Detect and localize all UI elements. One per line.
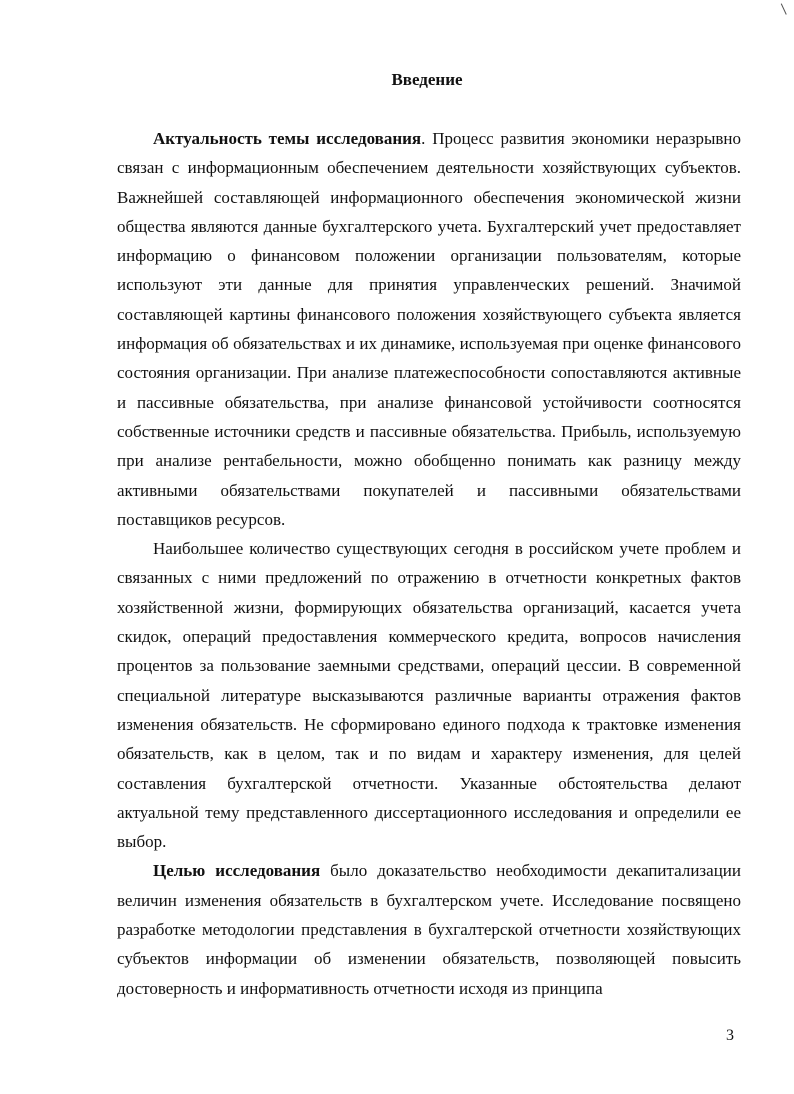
paragraph-text-problems: Наибольшее количество существующих сегодня в российском учете проблем и связанных с ними предложений по отражению в отчетности конкретных фактов хозяйственной жизни, формирующих обязательства организаций, касается учета скидок, операций предоставления коммерческого кредита, вопросов начисления процентов за пользование заемными средствами, операций цессии. В современной специальной литературе высказываются различные варианты отражения фактов изменения обязательств. Не сформировано единого подхода к трактовке изменения обязательств, как в целом, так и по видам и характеру изменения, для целей составления бухгалтерской отчетности. Указанные обстоятельства делают актуальной тему представленного диссертационного исследования и определили ее выбор. [117,539,741,852]
paragraph-text-goal: было доказательство необходимости декапитализации величин изменения обязательств в бухгалтерском учете. Исследование посвящено разработке методологии представления в бухгалтерской отчетности хозяйствующих субъектов информации об изменении обязательств, позволяющей повысить достоверность и информативность отчетности исходя из принципа [117,861,741,998]
paragraph-problems [117,534,741,856]
paragraph-lead-goal: Целью исследования [153,861,321,881]
page-title: Введение [391,70,463,89]
paragraph-goal [117,856,741,1002]
paragraph-lead-relevance: Актуальность темы исследования [153,129,422,148]
body-text [117,124,741,1003]
paragraph-relevance [117,124,741,534]
paragraph-text-relevance: . Процесс развития экономики неразрывно связан с информационным обеспечением деятельности хозяйствующих субъектов. Важнейшей составляющей информационного обеспечения экономической жизни общества являются данные бухгалтерского учета. Бухгалтерский учет предоставляет информацию о финансовом положении организации пользователям, которые используют эти данные для принятия управленческих решений. Значимой составляющей картины финансового положения хозяйствующего субъекта является информация об обязательствах и их динамике, используемая при оценке финансового состояния организации. При анализе платежеспособности сопоставляются активные и пассивные обязательства, при анализе финансовой устойчивости соотносятся собственные источники средств и пассивные обязательства. Прибыль, используемую при анализе рентабельности, можно обобщенно понимать как разницу между активными обязательствами покупателей и пассивными обязательствами поставщиков ресурсов. [117,129,742,529]
scan-mark [781,1,792,14]
page-number: 3 [726,1027,734,1044]
